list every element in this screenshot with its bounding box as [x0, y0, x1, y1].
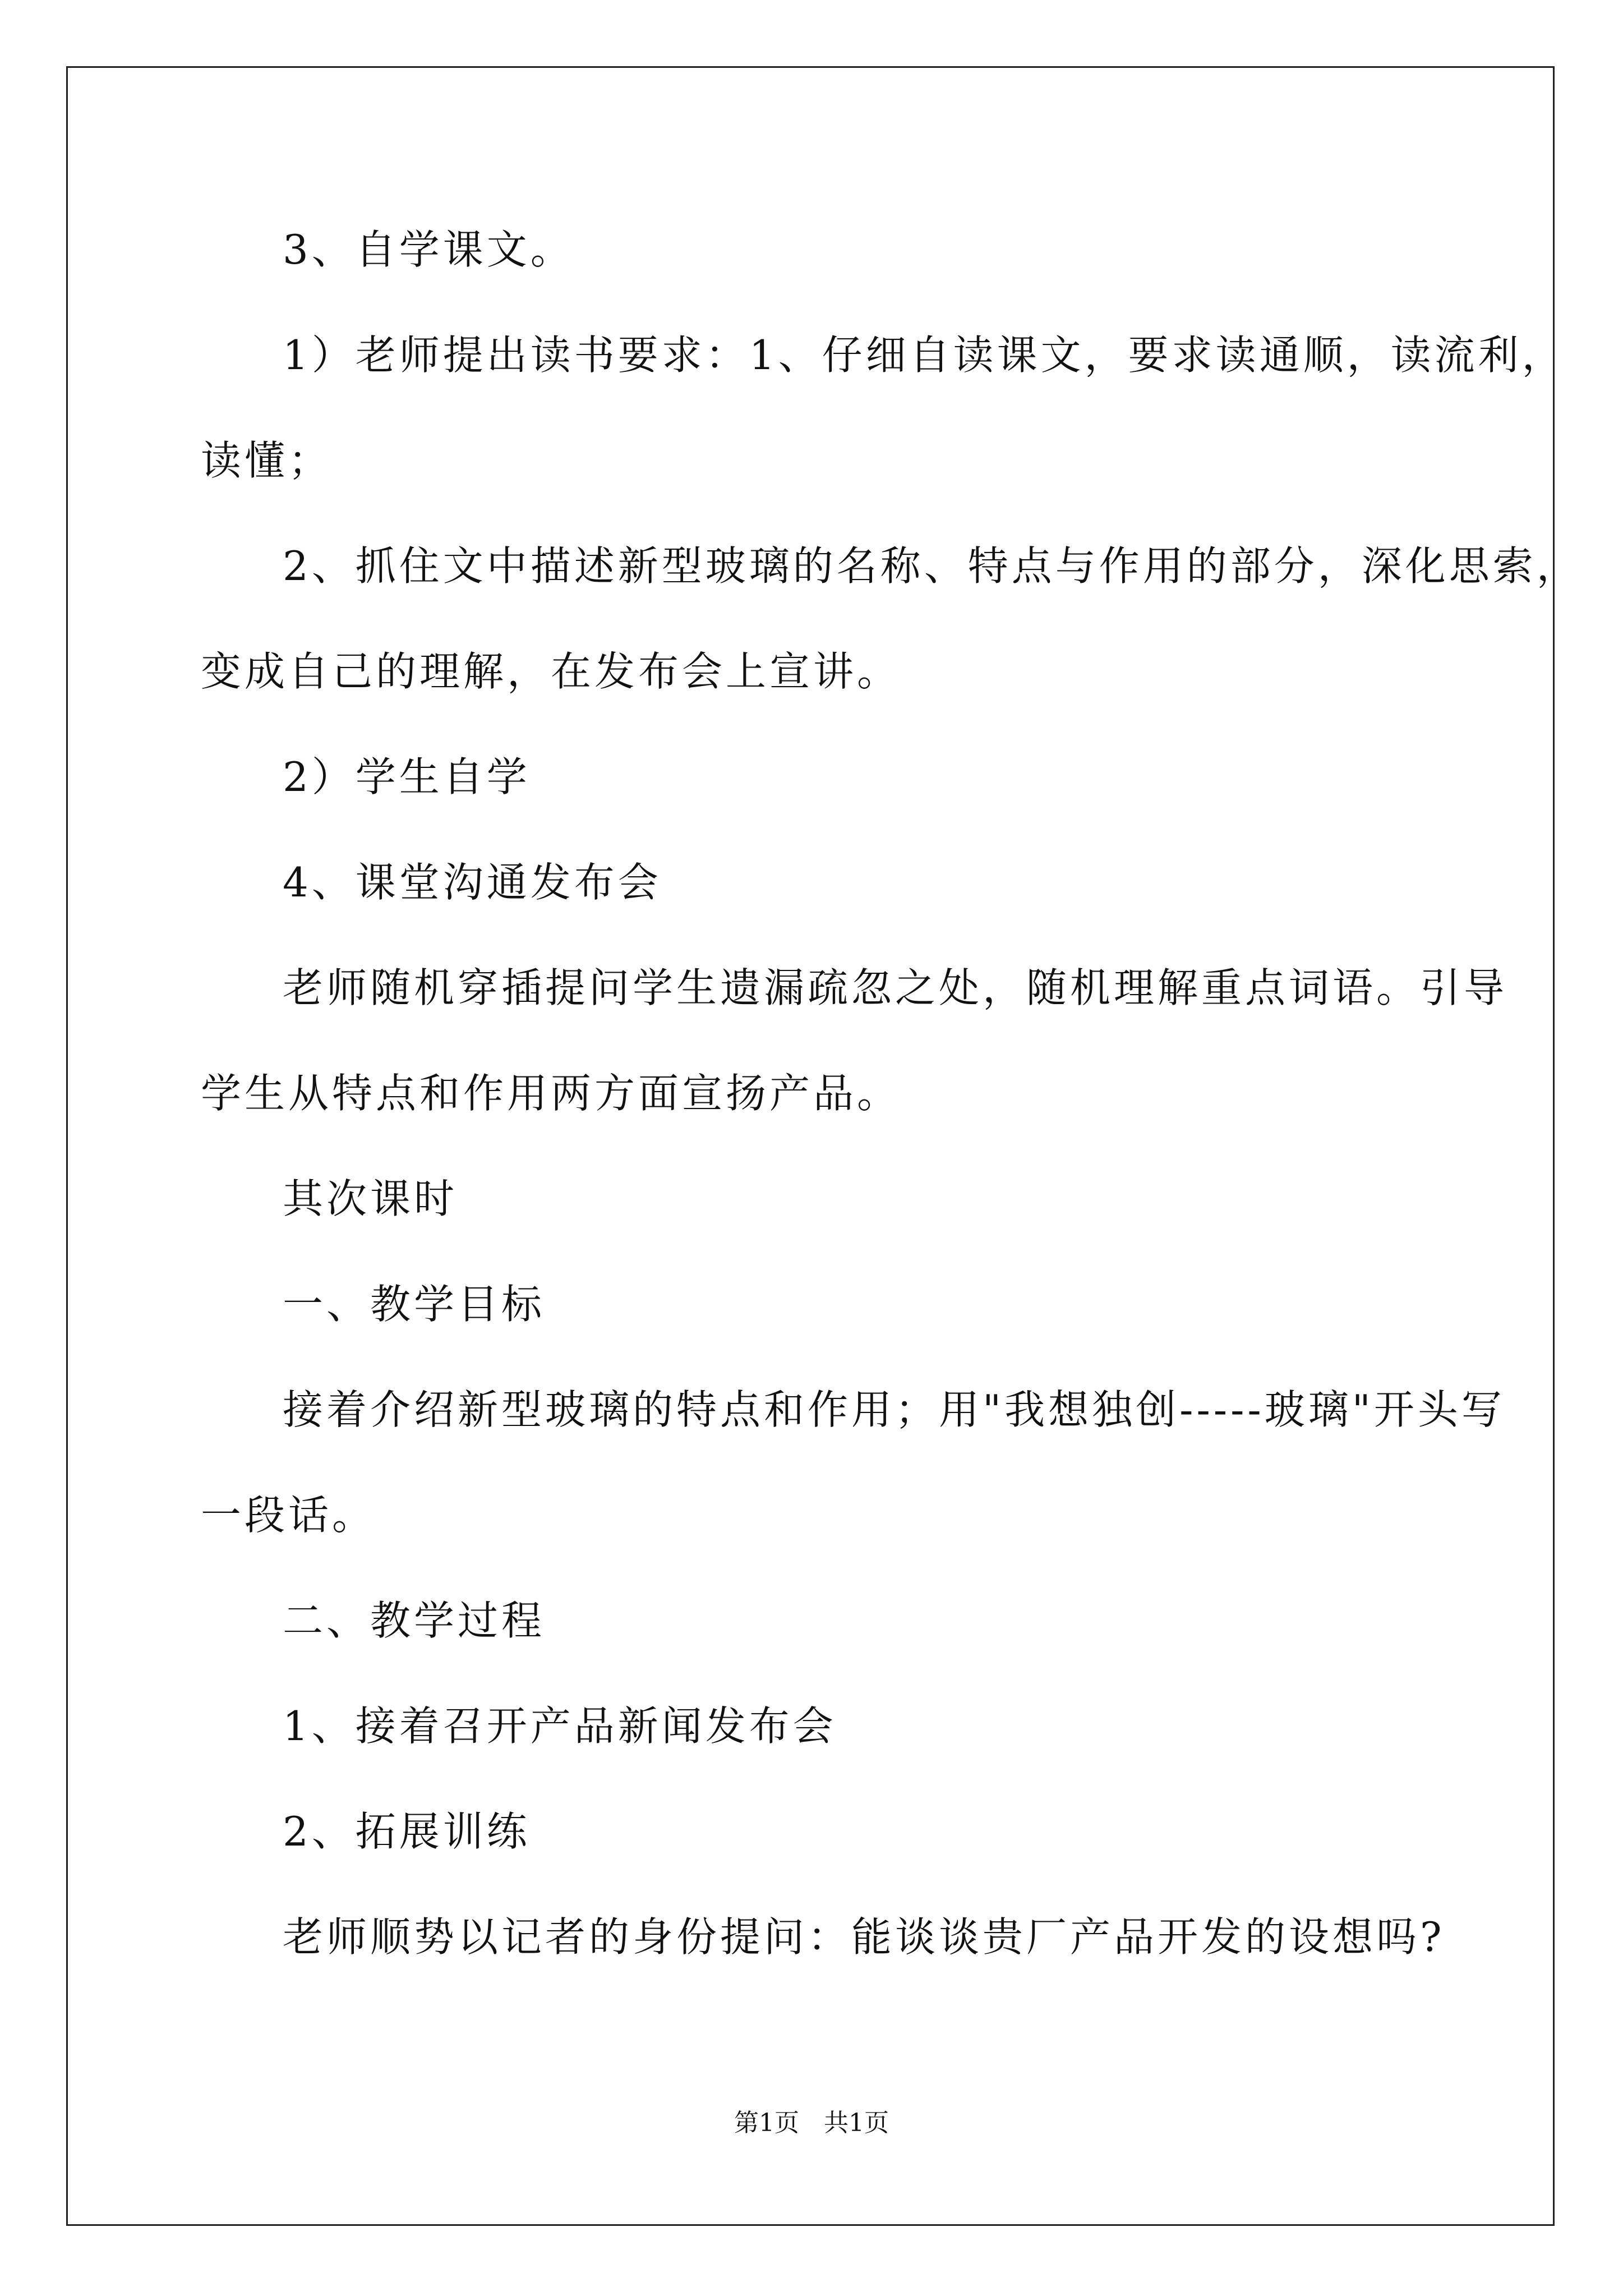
- paragraph-line: 接着介绍新型玻璃的特点和作用；用"我想独创-----玻璃"开头写: [283, 1386, 1505, 1433]
- page-border: [66, 66, 1555, 2226]
- paragraph-line: 2、拓展训练: [283, 1808, 531, 1855]
- paragraph-line: 2、抓住文中描述新型玻璃的名称、特点与作用的部分，深化思索，: [283, 542, 1580, 590]
- paragraph-line: 3、自学课文。: [283, 226, 574, 273]
- section-heading: 其次课时: [283, 1175, 458, 1222]
- paragraph-line: 老师顺势以记者的身份提问：能谈谈贵厂产品开发的设想吗?: [283, 1913, 1445, 1961]
- paragraph-line: 学生从特点和作用两方面宣扬产品。: [201, 1070, 901, 1117]
- paragraph-line: 2）学生自学: [283, 753, 531, 800]
- paragraph-line: 4、课堂沟通发布会: [283, 859, 662, 906]
- section-heading: 二、教学过程: [283, 1597, 546, 1644]
- paragraph-line: 1）老师提出读书要求：1、仔细自读课文，要求读通顺，读流利，: [283, 332, 1566, 379]
- paragraph-line: 一段话。: [201, 1492, 376, 1539]
- paragraph-line: 1、接着召开产品新闻发布会: [283, 1703, 837, 1750]
- paragraph-line: 变成自己的理解，在发布会上宣讲。: [201, 648, 901, 695]
- section-heading: 一、教学目标: [283, 1281, 546, 1328]
- paragraph-line: 老师随机穿插提问学生遗漏疏忽之处，随机理解重点词语。引导: [283, 964, 1508, 1011]
- paragraph-line: 读懂；: [201, 437, 333, 484]
- page-number-footer: 第1页 共1页: [734, 2109, 889, 2137]
